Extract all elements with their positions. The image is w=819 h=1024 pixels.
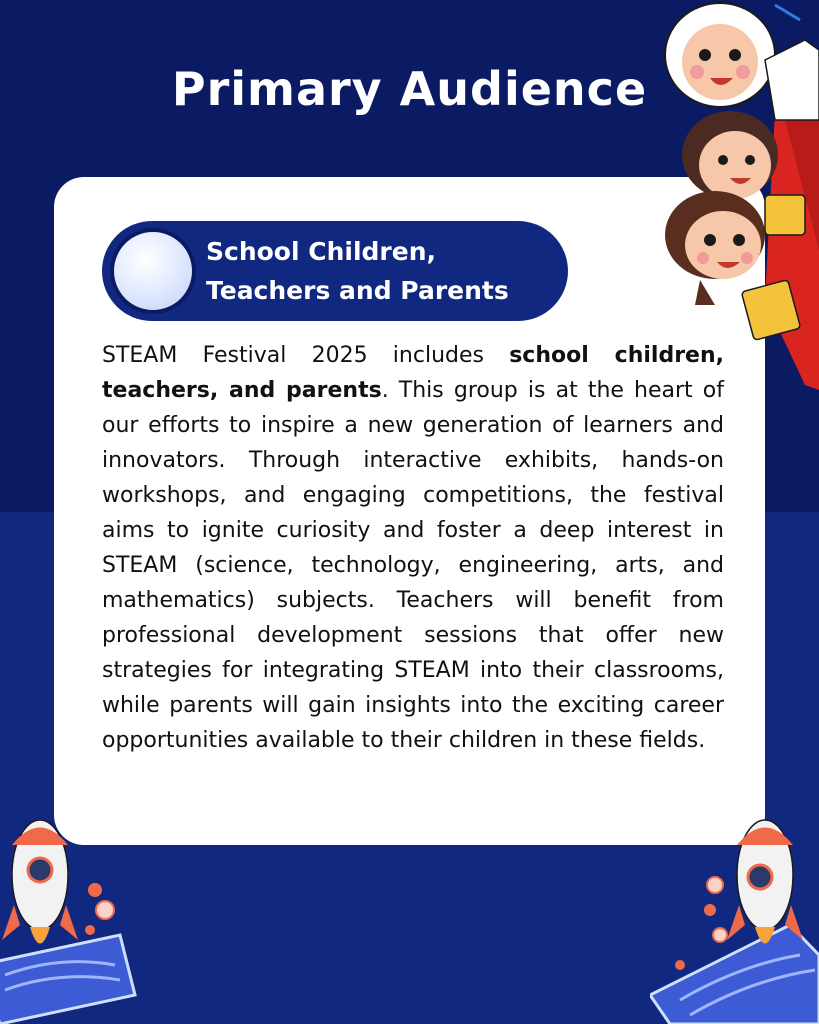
body-bold: school children, teachers, and parents (102, 343, 724, 403)
children-illustration-icon (655, 0, 819, 390)
rocket-left-icon (0, 815, 140, 1024)
body-intro: STEAM Festival 2025 includes (102, 343, 510, 368)
badge-circle-icon (110, 228, 196, 314)
rocket-right-icon (650, 815, 819, 1024)
body-rest: . This group is at the heart of our efforts to inspire a new generation of learners and innovators. Through interactive exhibits, hands-on workshops, and engaging competitions, the festival aims to ignite curiosity and foster a deep interest in STEAM (science, technology, engineering, arts, and mathematics) subjects. Teachers will benefit from professional development sessions that offer new strategies for integrating STEAM into their classrooms, while parents will gain insights into the exciting career opportunities available to their children in these fields. (102, 378, 725, 753)
body-paragraph (102, 338, 724, 758)
badge-title (206, 232, 556, 310)
page-title: Primary Audience (171, 62, 648, 116)
badge-title-line2: Teachers and Parents (206, 276, 509, 305)
badge-title-line1: School Children, (206, 237, 437, 266)
